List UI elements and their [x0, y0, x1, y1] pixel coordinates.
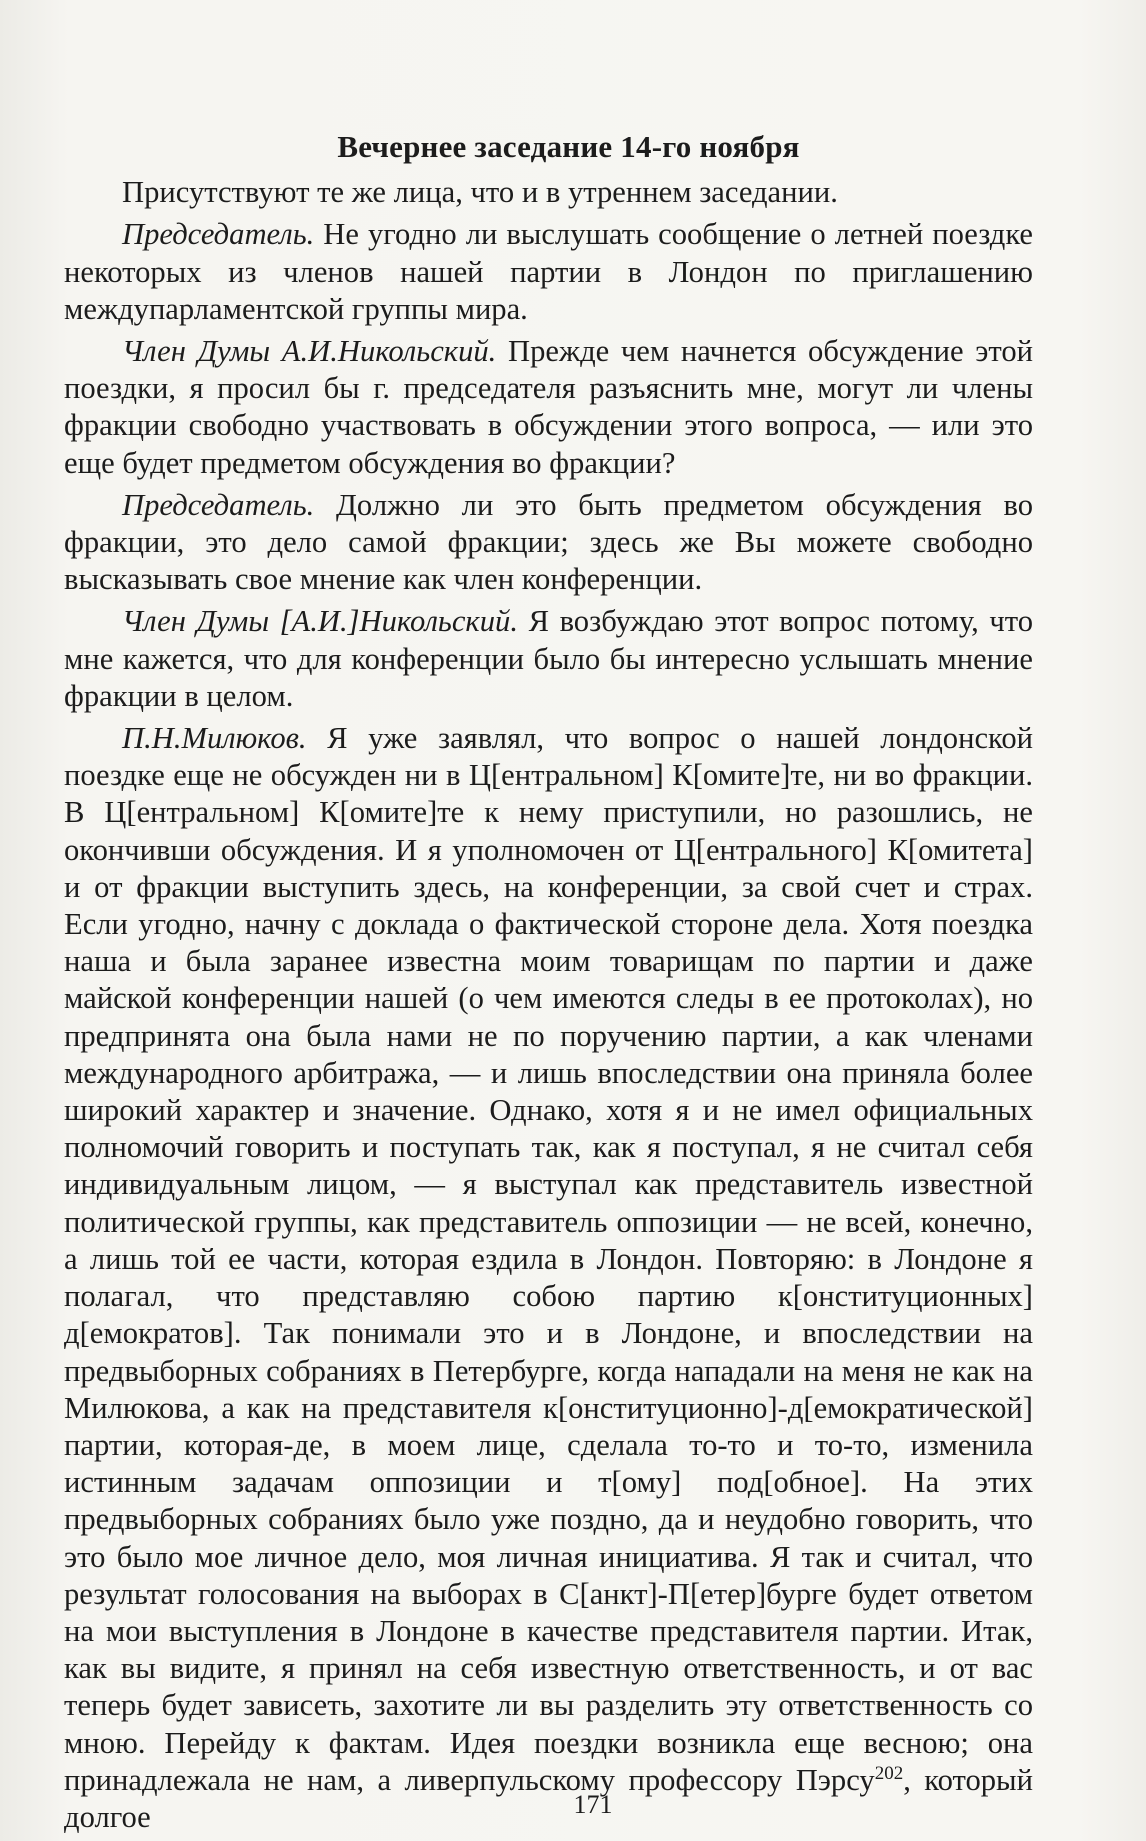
speaker-name: Председатель. — [122, 487, 315, 522]
footnote-marker[interactable]: 202 — [874, 1762, 904, 1784]
speaker-name: П.Н.Милюков. — [122, 721, 307, 756]
speech-text: Я возбуждаю этот вопрос потому, что мне кажется, что для конференции было бы интересно услышать мнение фракции в целом. — [64, 604, 1033, 713]
paragraph-3 — [64, 487, 1033, 599]
section-title: Вечернее заседание 14-го ноября — [337, 129, 800, 164]
speech-text-tail: , который долгое — [64, 1762, 1033, 1834]
speaker-name: Член Думы А.И.Никольский. — [122, 334, 497, 369]
speaker-name: Член Думы [А.И.]Никольский. — [122, 604, 518, 639]
page-text — [64, 128, 1033, 1836]
speech-text: Должно ли это быть предметом обсуждения во фракции, это дело самой фракции; здесь же Вы можете свободно высказывать свое мнение как член конференции. — [64, 487, 1033, 597]
paragraph-2 — [64, 333, 1033, 482]
paragraph-1 — [64, 216, 1033, 328]
intro-paragraph: Присутствуют те же лица, что и в утреннем заседании. — [122, 175, 838, 210]
page-number: 171 — [573, 1790, 613, 1819]
speaker-name: Председатель. — [122, 217, 315, 252]
speech-text: Не угодно ли выслушать сообщение о летней поездке некоторых из членов нашей партии в Лондон по приглашению междупарламентской группы мира. — [64, 217, 1033, 326]
speech-text: Прежде чем начнется обсуждение этой поездки, я просил бы г. председателя разъяснить мне, могут ли члены фракции свободно участвовать в обсуждении этого вопроса, — или это еще будет предметом обсуждения во фракции? — [64, 334, 1033, 480]
paragraph-4 — [64, 603, 1033, 715]
paragraph-5 — [64, 720, 1033, 1836]
speech-text: Я уже заявлял, что вопрос о нашей лондонской поездке еще не обсужден ни в Ц[ентральном] К[омите]те, ни во фракции. В Ц[ентральном] К[омите]те к нему приступили, но разошлись, не окончивши обсуждения. И я уполномочен от Ц[ентрального] К[омитета] и от фракции выступить здесь, на конференции, за свой счет и страх. Если угодно, начну с доклада о фактической стороне дела. Хотя поездка наша и была заранее известна моим товарищам по партии и даже майской конференции нашей (о чем имеются следы в ее протоколах), но предпринята она была нами не по поручению партии, а как членами международного арбитража, — и лишь впоследствии она приняла более широкий характер и значение. Однако, хотя я и не имел официальных полномочий говорить и поступать так, как я поступал, я не считал себя индивидуальным лицом, — я выступал как представитель известной политической группы, как представитель оппозиции — не всей, конечно, а лишь той ее части, которая ездила в Лондон. Повторяю: в Лондоне я полагал, что представляю собою партию к[онституционных] д[емократов]. Так понимали это и в Лондоне, и впоследствии на предвыборных собраниях в Петербурге, когда нападали на меня не как на Милюкова, а как на представителя к[онституционно]-д[емократической] партии, которая-де, в моем лице, сделала то-то и то-то, изменила истинным задачам оппозиции и т[ому] под[обное]. На этих предвыборных собраниях было уже поздно, да и неудобно говорить, что это было мое личное дело, моя личная инициатива. Я так и считал, что результат голосования на выборах в С[анкт]-П[етер]бурге будет ответом на мои выступления в Лондоне в качестве представителя партии. Итак, как вы видите, я принял на себя известную ответственность, и от вас теперь будет зависеть, захотите ли вы разделить эту ответственность со мною. Перейду к фактам. Идея поездки возникла еще весною; она принадлежала не нам, а ливерпульскому профессору Пэрсу — [64, 721, 1033, 1797]
